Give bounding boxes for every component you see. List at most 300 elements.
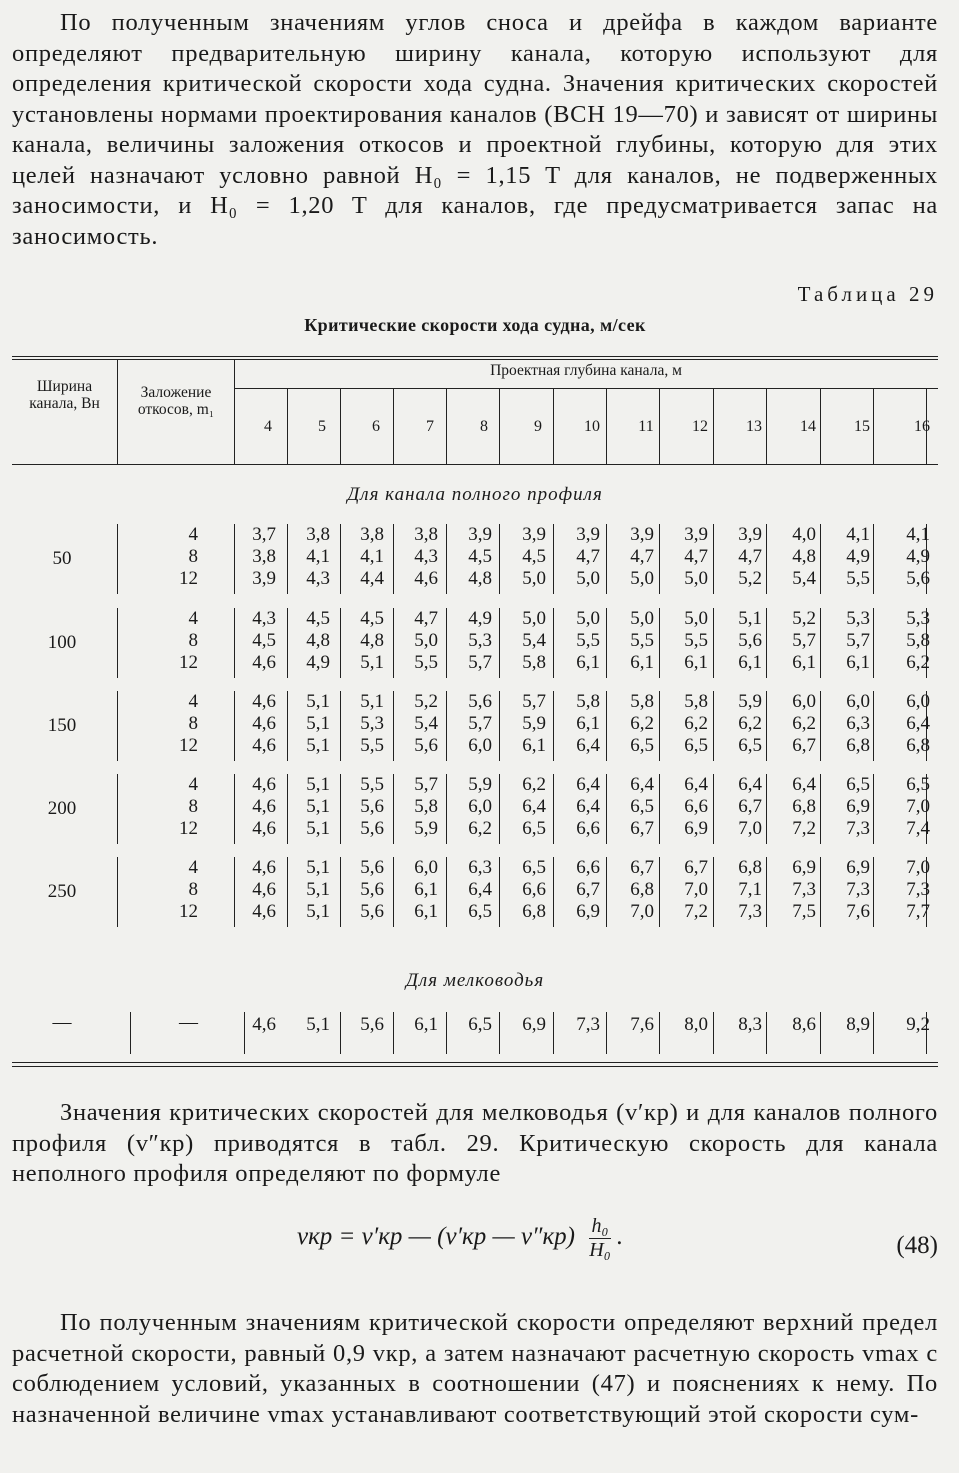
speed-cell: 5,1 [360, 652, 384, 673]
depth-header-4: 4 [264, 418, 272, 435]
speed-cell: 5,7 [792, 630, 816, 651]
group-rule [820, 608, 821, 678]
speed-cell: 3,9 [252, 568, 276, 589]
group-rule [766, 774, 767, 844]
group-rule [393, 608, 394, 678]
speed-cell: 6,5 [906, 774, 930, 795]
intro-paragraph: По полученным значениям углов сноса и дрейфа в каждом варианте определяют предварительную ширину канала, которую используют для определения критической скорости хода судна. Значения критических скоростей установлены нормами проектирования каналов (ВСН 19—70) и зависят от ширины канала, величины заложения откосов и проектной глубины, которую для этих целей назначают условно равной H₀ = 1,15 T для каналов, не подверженных заносимости, и H₀ = 1,20 T для каналов, где предусматривается запас на заносимость. [12, 9, 938, 250]
paragraph-2: Значения критических скоростей для мелководья (v′кр) и для каналов полного профиля (v″кр) приводятся в табл. 29. Критическую скорость для канала неполного профиля определяют по формуле [12, 1099, 938, 1187]
speed-cell: 6,0 [792, 691, 816, 712]
depth-header-8: 8 [480, 418, 488, 435]
formula-tail: . [616, 1223, 624, 1251]
speed-cell: 6,0 [468, 796, 492, 817]
speed-cell: 7,3 [738, 901, 762, 922]
depth-header-5: 5 [318, 418, 326, 435]
speed-cell: 7,0 [906, 857, 930, 878]
group-rule [117, 524, 118, 594]
depth-header-9: 9 [534, 418, 542, 435]
group-rule [873, 691, 874, 761]
column-rule [117, 359, 118, 464]
speed-cell: 5,8 [906, 630, 930, 651]
speed-cell: 6,4 [576, 735, 600, 756]
speed-cell: 7,0 [684, 879, 708, 900]
slope-value: 8 [188, 630, 198, 651]
depth-header-10: 10 [584, 418, 600, 435]
speed-cell: 6,5 [522, 857, 546, 878]
speed-cell: 4,3 [414, 546, 438, 567]
group-rule [287, 608, 288, 678]
speed-cell: 6,4 [576, 796, 600, 817]
speed-cell: 6,4 [906, 713, 930, 734]
group-rule [499, 857, 500, 927]
group-rule [713, 691, 714, 761]
group-rule [117, 774, 118, 844]
speed-cell: 4,5 [360, 608, 384, 629]
depth-header-14: 14 [800, 418, 816, 435]
speed-cell: 6,5 [846, 774, 870, 795]
speed-cell: 7,2 [792, 818, 816, 839]
group-rule [117, 608, 118, 678]
group-rule [659, 774, 660, 844]
speed-cell: 5,0 [684, 608, 708, 629]
group-rule [659, 857, 660, 927]
slope-value: 4 [188, 524, 198, 545]
canal-width: 250 [47, 881, 77, 902]
shallow-rule [553, 1012, 554, 1054]
speed-cell: 4,1 [360, 546, 384, 567]
speed-cell: 6,0 [906, 691, 930, 712]
speed-cell: 4,6 [252, 713, 276, 734]
speed-cell: 4,7 [414, 608, 438, 629]
slope-value: 12 [179, 818, 198, 839]
speed-cell: 7,0 [738, 818, 762, 839]
speed-cell: 3,7 [252, 524, 276, 545]
speed-cell: 6,4 [522, 796, 546, 817]
speed-cell: 6,5 [468, 901, 492, 922]
speed-cell: 5,1 [306, 818, 330, 839]
group-rule [499, 691, 500, 761]
width-group-50 [12, 524, 938, 599]
shallow-width: — [52, 1012, 72, 1033]
group-rule [234, 608, 235, 678]
slope-value: 4 [188, 608, 198, 629]
speed-cell: 6,9 [846, 796, 870, 817]
speed-cell: 4,6 [252, 857, 276, 878]
speed-cell: 5,0 [522, 608, 546, 629]
speed-cell: 3,9 [576, 524, 600, 545]
speed-cell: 6,1 [414, 901, 438, 922]
speed-cell: 4,6 [252, 652, 276, 673]
speed-cell: 5,8 [576, 691, 600, 712]
speed-cell: 5,6 [360, 796, 384, 817]
slope-value: 8 [188, 879, 198, 900]
speed-cell: 5,6 [360, 901, 384, 922]
speed-cell: 5,2 [792, 608, 816, 629]
shallow-cell: 8,3 [738, 1014, 762, 1035]
group-rule [553, 608, 554, 678]
speed-cell: 4,5 [522, 546, 546, 567]
formula-denominator: H₀ [589, 1239, 611, 1261]
speed-cell: 6,5 [630, 796, 654, 817]
speed-cell: 5,0 [414, 630, 438, 651]
group-rule [287, 774, 288, 844]
group-rule [659, 691, 660, 761]
group-rule [766, 608, 767, 678]
group-rule [713, 608, 714, 678]
group-rule [659, 608, 660, 678]
shallow-rule [766, 1012, 767, 1054]
speed-cell: 5,4 [414, 713, 438, 734]
speed-cell: 7,0 [906, 796, 930, 817]
speed-cell: 6,4 [468, 879, 492, 900]
group-rule [499, 524, 500, 594]
slope-value: 12 [179, 901, 198, 922]
speed-cell: 5,6 [360, 818, 384, 839]
speed-cell: 5,1 [360, 691, 384, 712]
speed-cell: 6,8 [630, 879, 654, 900]
speed-cell: 6,1 [846, 652, 870, 673]
speed-cell: 3,9 [684, 524, 708, 545]
speed-cell: 6,9 [846, 857, 870, 878]
paragraph-3: По полученным значениям критической скорости определяют верхний предел расчетной скорости, равный 0,9 vкр, а затем назначают расчетную скорость vmax с соблюдением условий, указанных в соотношении (47) и пояснениях к нему. По назначенной величине vmax устанавливают соответствующий этой скорости сум- [12, 1309, 938, 1428]
speed-cell: 5,4 [792, 568, 816, 589]
speed-cell: 7,3 [906, 879, 930, 900]
speed-cell: 4,8 [468, 568, 492, 589]
group-rule [820, 691, 821, 761]
header-width-col: Ширина канала, Bн [29, 378, 100, 412]
speed-cell: 4,3 [252, 608, 276, 629]
speed-cell: 4,9 [846, 546, 870, 567]
speed-cell: 6,7 [630, 818, 654, 839]
group-rule [234, 691, 235, 761]
shallow-rule [659, 1012, 660, 1054]
speed-cell: 5,0 [576, 568, 600, 589]
speed-cell: 4,4 [360, 568, 384, 589]
group-rule [446, 857, 447, 927]
group-rule [766, 857, 767, 927]
canal-width: 100 [47, 632, 77, 653]
group-rule [499, 608, 500, 678]
formula-numerator: h₀ [589, 1215, 610, 1239]
group-rule [606, 524, 607, 594]
group-rule [553, 691, 554, 761]
speed-cell: 5,7 [468, 652, 492, 673]
speed-cell: 5,1 [306, 796, 330, 817]
speed-cell: 6,1 [522, 735, 546, 756]
speed-cell: 5,5 [630, 630, 654, 651]
speed-cell: 7,3 [846, 879, 870, 900]
speed-cell: 6,5 [684, 735, 708, 756]
slope-value: 4 [188, 774, 198, 795]
shallow-rule [446, 1012, 447, 1054]
speed-cell: 5,1 [738, 608, 762, 629]
group-rule [820, 774, 821, 844]
speed-cell: 5,5 [846, 568, 870, 589]
speed-cell: 6,3 [846, 713, 870, 734]
speed-cell: 5,9 [414, 818, 438, 839]
speed-cell: 4,5 [468, 546, 492, 567]
group-rule [393, 857, 394, 927]
slope-value: 8 [188, 546, 198, 567]
speed-cell: 4,6 [252, 879, 276, 900]
speed-cell: 4,1 [906, 524, 930, 545]
group-rule [713, 524, 714, 594]
depth-header-12: 12 [692, 418, 708, 435]
shallow-cell: 5,1 [306, 1014, 330, 1035]
group-rule [820, 857, 821, 927]
speed-cell: 5,3 [846, 608, 870, 629]
depth-header-16: 16 [914, 418, 930, 435]
table-title: Критические скорости хода судна, м/сек [304, 315, 646, 335]
speed-cell: 6,1 [738, 652, 762, 673]
group-rule [393, 524, 394, 594]
speed-cell: 5,1 [306, 691, 330, 712]
shallow-cell: 6,1 [414, 1014, 438, 1035]
speed-cell: 5,3 [468, 630, 492, 651]
shallow-rule [713, 1012, 714, 1054]
speed-cell: 4,8 [792, 546, 816, 567]
speed-cell: 5,7 [522, 691, 546, 712]
speed-cell: 6,1 [630, 652, 654, 673]
speed-cell: 7,5 [792, 901, 816, 922]
speed-cell: 6,8 [522, 901, 546, 922]
width-group-250 [12, 857, 938, 932]
speed-cell: 6,9 [576, 901, 600, 922]
group-rule [499, 774, 500, 844]
group-rule [553, 857, 554, 927]
speed-cell: 7,2 [684, 901, 708, 922]
table-top-rule [12, 356, 938, 357]
speed-cell: 6,6 [684, 796, 708, 817]
speed-cell: 6,5 [738, 735, 762, 756]
table-number: Таблица 29 [797, 282, 938, 306]
speed-cell: 6,2 [630, 713, 654, 734]
speed-cell: 5,1 [306, 713, 330, 734]
speed-cell: 6,5 [522, 818, 546, 839]
speed-cell: 6,8 [792, 796, 816, 817]
speed-cell: 4,8 [360, 630, 384, 651]
header-slope-col: Заложение откосов, m₁ [137, 384, 215, 418]
speed-cell: 4,7 [684, 546, 708, 567]
speed-cell: 3,9 [738, 524, 762, 545]
speed-cell: 3,9 [522, 524, 546, 545]
speed-cell: 5,6 [360, 857, 384, 878]
speed-cell: 5,0 [522, 568, 546, 589]
speed-cell: 6,2 [792, 713, 816, 734]
speed-cell: 7,6 [846, 901, 870, 922]
group-rule [446, 691, 447, 761]
speed-cell: 6,2 [468, 818, 492, 839]
group-rule [446, 774, 447, 844]
speed-cell: 5,6 [738, 630, 762, 651]
speed-cell: 6,6 [522, 879, 546, 900]
shallow-rule [499, 1012, 500, 1054]
speed-cell: 4,5 [306, 608, 330, 629]
speed-cell: 5,8 [414, 796, 438, 817]
group-rule [234, 524, 235, 594]
shallow-rule [873, 1012, 874, 1054]
speed-cell: 5,7 [846, 630, 870, 651]
speed-cell: 6,1 [684, 652, 708, 673]
speed-cell: 5,8 [684, 691, 708, 712]
slope-value: 4 [188, 691, 198, 712]
speed-cell: 4,7 [576, 546, 600, 567]
speed-cell: 7,3 [846, 818, 870, 839]
speed-cell: 6,4 [684, 774, 708, 795]
speed-cell: 6,0 [846, 691, 870, 712]
speed-cell: 5,4 [522, 630, 546, 651]
speed-cell: 5,5 [414, 652, 438, 673]
width-group-150 [12, 691, 938, 766]
shallow-cell: 8,0 [684, 1014, 708, 1035]
speed-cell: 6,7 [630, 857, 654, 878]
speed-cell: 4,0 [792, 524, 816, 545]
speed-cell: 6,0 [468, 735, 492, 756]
group-rule [766, 524, 767, 594]
speed-cell: 5,1 [306, 879, 330, 900]
speed-cell: 5,0 [630, 608, 654, 629]
formula-fraction [589, 1215, 610, 1262]
speed-cell: 5,9 [468, 774, 492, 795]
group-rule [287, 691, 288, 761]
speed-cell: 5,5 [360, 735, 384, 756]
speed-cell: 7,7 [906, 901, 930, 922]
speed-cell: 5,5 [576, 630, 600, 651]
slope-value: 12 [179, 735, 198, 756]
speed-cell: 4,1 [846, 524, 870, 545]
equation-number: (48) [896, 1232, 938, 1259]
shallow-cell: 7,6 [630, 1014, 654, 1035]
shallow-cell: 8,6 [792, 1014, 816, 1035]
speed-cell: 7,4 [906, 818, 930, 839]
section-shallow: Для мелководья [405, 970, 545, 991]
speed-cell: 4,6 [252, 774, 276, 795]
group-rule [393, 691, 394, 761]
group-rule [820, 524, 821, 594]
speed-cell: 6,6 [576, 818, 600, 839]
speed-cell: 4,7 [630, 546, 654, 567]
group-rule [340, 691, 341, 761]
group-rule [553, 774, 554, 844]
speed-cell: 5,6 [414, 735, 438, 756]
depth-header-6: 6 [372, 418, 380, 435]
shallow-slope: — [179, 1012, 198, 1033]
shallow-rule [130, 1012, 131, 1054]
speed-cell: 5,0 [576, 608, 600, 629]
speed-cell: 6,4 [792, 774, 816, 795]
canal-width: 200 [47, 798, 77, 819]
speed-cell: 5,8 [630, 691, 654, 712]
group-rule [713, 857, 714, 927]
speed-cell: 4,6 [252, 691, 276, 712]
shallow-cell: 5,6 [360, 1014, 384, 1035]
group-rule [287, 857, 288, 927]
speed-cell: 5,3 [906, 608, 930, 629]
speed-cell: 6,7 [738, 796, 762, 817]
speed-cell: 4,6 [252, 901, 276, 922]
speed-cell: 5,8 [522, 652, 546, 673]
speed-cell: 5,1 [306, 901, 330, 922]
group-rule [287, 524, 288, 594]
speed-cell: 3,8 [252, 546, 276, 567]
speed-cell: 6,6 [576, 857, 600, 878]
speed-cell: 3,8 [414, 524, 438, 545]
header-bottom-rule [12, 464, 938, 465]
depth-header-11: 11 [638, 418, 654, 435]
speed-cell: 5,1 [306, 774, 330, 795]
speed-cell: 6,2 [738, 713, 762, 734]
speed-cell: 4,3 [306, 568, 330, 589]
group-rule [659, 524, 660, 594]
speed-cell: 5,9 [522, 713, 546, 734]
speed-cell: 6,1 [414, 879, 438, 900]
speed-cell: 5,6 [468, 691, 492, 712]
speed-cell: 6,8 [906, 735, 930, 756]
speed-cell: 6,4 [738, 774, 762, 795]
speed-cell: 4,6 [252, 735, 276, 756]
speed-cell: 7,0 [630, 901, 654, 922]
group-rule [117, 857, 118, 927]
speed-cell: 4,5 [252, 630, 276, 651]
speed-cell: 7,1 [738, 879, 762, 900]
group-rule [766, 691, 767, 761]
speed-cell: 5,7 [414, 774, 438, 795]
speed-cell: 5,5 [360, 774, 384, 795]
table-bottom-rule [12, 1062, 938, 1063]
group-rule [234, 857, 235, 927]
group-rule [340, 774, 341, 844]
speed-cell: 4,6 [252, 796, 276, 817]
speed-cell: 5,1 [306, 857, 330, 878]
formula-lhs: vкр = v′кр — (v′кр — v″кр) [297, 1223, 575, 1251]
speed-cell: 6,3 [468, 857, 492, 878]
speed-cell: 3,8 [306, 524, 330, 545]
speed-cell: 6,1 [576, 652, 600, 673]
speed-cell: 4,7 [738, 546, 762, 567]
group-rule [553, 524, 554, 594]
speed-cell: 4,9 [306, 652, 330, 673]
slope-value: 8 [188, 796, 198, 817]
shallow-cell: 4,6 [252, 1014, 276, 1035]
group-rule [606, 774, 607, 844]
header-depth-group: Проектная глубина канала, м [490, 362, 682, 379]
width-group-100 [12, 608, 938, 683]
slope-value: 4 [188, 857, 198, 878]
width-group-200 [12, 774, 938, 849]
group-rule [393, 774, 394, 844]
speed-cell: 5,7 [468, 713, 492, 734]
speed-cell: 5,0 [630, 568, 654, 589]
shallow-cell: 8,9 [846, 1014, 870, 1035]
speed-cell: 6,7 [684, 857, 708, 878]
speed-cell: 6,7 [576, 879, 600, 900]
shallow-cell: 6,5 [468, 1014, 492, 1035]
speed-cell: 5,6 [360, 879, 384, 900]
slope-value: 8 [188, 713, 198, 734]
speed-cell: 4,1 [306, 546, 330, 567]
speed-cell: 6,7 [792, 735, 816, 756]
group-rule [606, 857, 607, 927]
speed-cell: 4,9 [906, 546, 930, 567]
group-rule [713, 774, 714, 844]
shallow-cell: 9,2 [906, 1014, 930, 1035]
speed-cell: 5,6 [906, 568, 930, 589]
shallow-cell: 7,3 [576, 1014, 600, 1035]
speed-cell: 5,2 [414, 691, 438, 712]
depth-header-13: 13 [746, 418, 762, 435]
group-rule [340, 524, 341, 594]
speed-cell: 6,8 [738, 857, 762, 878]
